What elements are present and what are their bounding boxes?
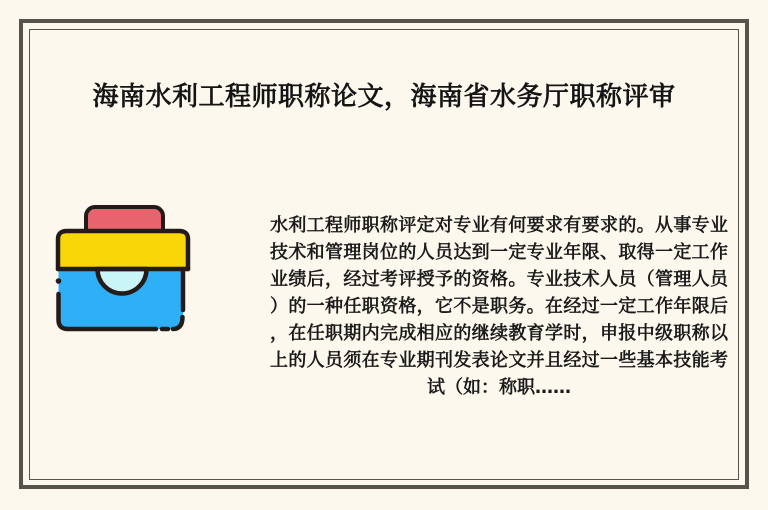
article-body (270, 212, 728, 401)
body-line: 技术和管理岗位的人员达到一定专业年限、取得一定工作 (270, 242, 728, 263)
body-line: 试（如：称职…… (427, 377, 571, 398)
body-line: 水利工程师职称评定对专业有何要求有要求的。从事专业 (270, 215, 728, 236)
body-line: 业绩后，经过考评授予的资格。专业技术人员（管理人员 (270, 269, 728, 290)
briefcase-icon (45, 198, 200, 338)
body-line: ，在任职期内完成相应的继续教育学时，申报中级职称以 (270, 323, 728, 344)
body-line: 上的人员须在专业期刊发表论文并且经过一些基本技能考 (270, 350, 728, 371)
body-line: ）的一种任职资格，它不是职务。在经过一定工作年限后 (270, 296, 728, 317)
page-title: 海南水利工程师职称论文，海南省水务厅职称评审 (92, 82, 676, 112)
